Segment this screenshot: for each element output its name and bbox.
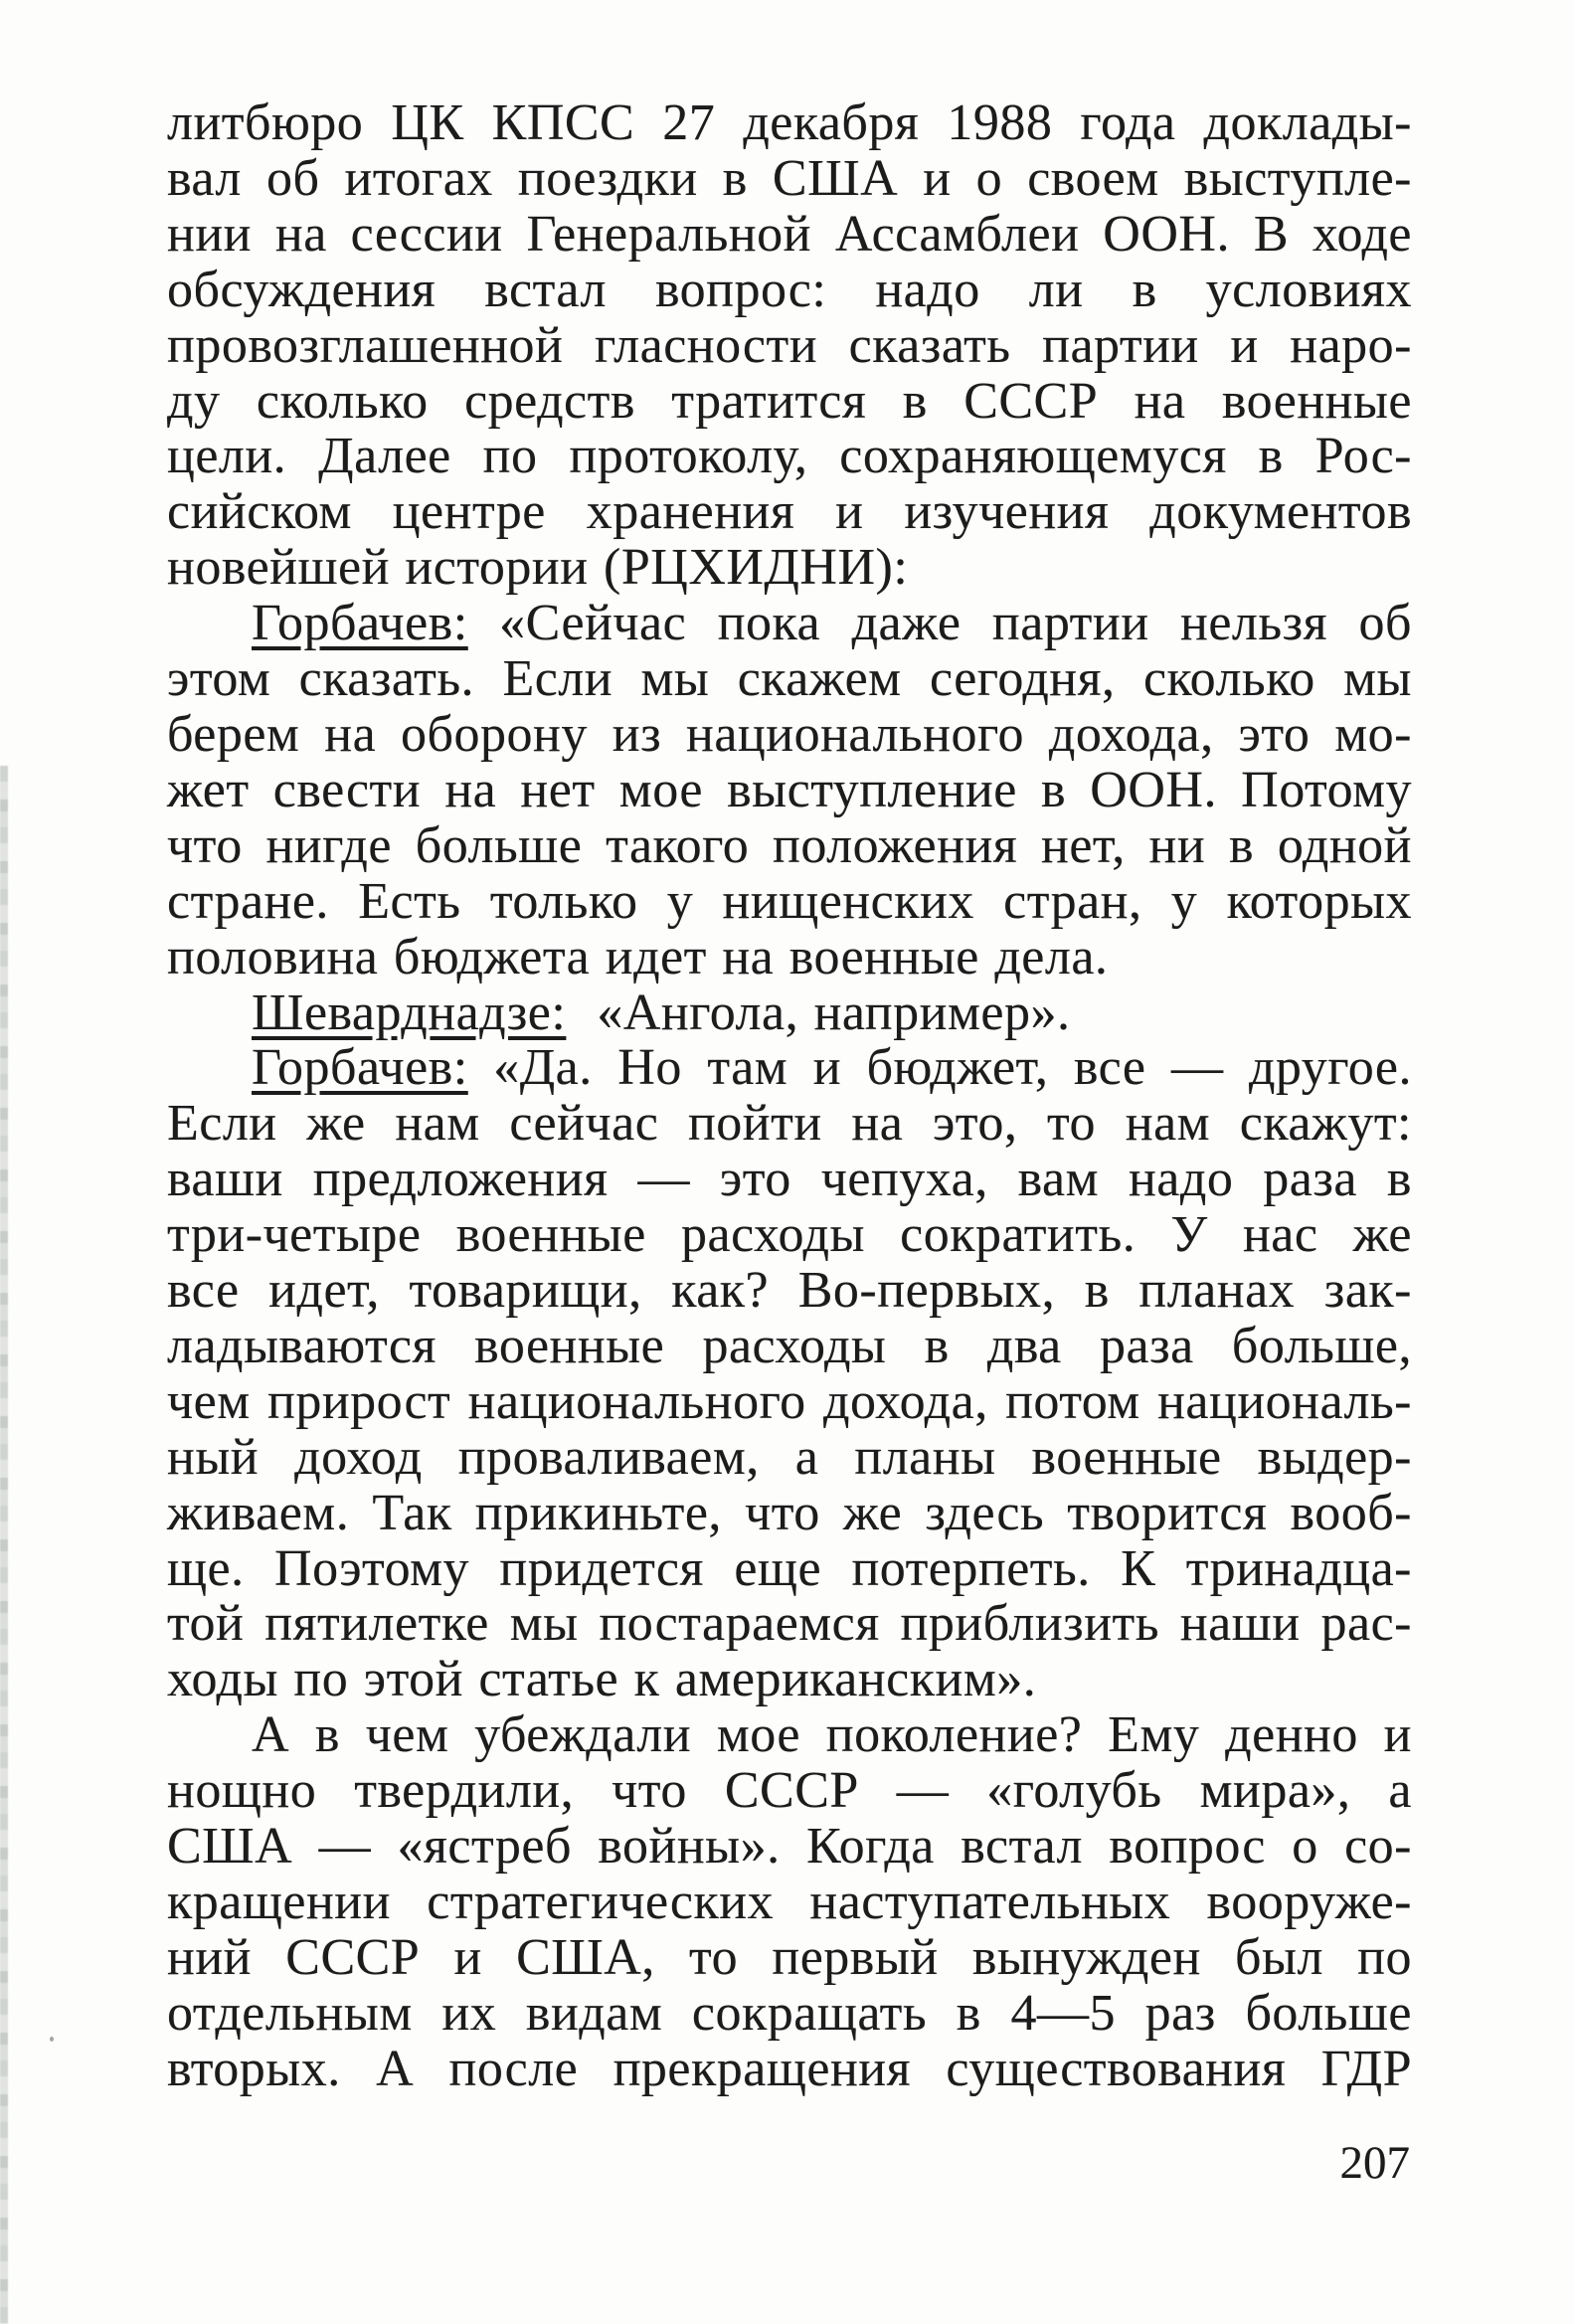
- text-segment: вал об итогах поездки в США и о своем выступле-: [167, 149, 1412, 207]
- text-segment: все идет, товарищи, как? Во-первых, в планах зак-: [167, 1262, 1412, 1320]
- text-line: [167, 1486, 1412, 1541]
- text-line: [167, 1207, 1412, 1263]
- text-line: [167, 1263, 1412, 1319]
- text-segment: три-четыре военные расходы сократить. У нас же: [167, 1206, 1412, 1264]
- text-line: [167, 985, 1412, 1041]
- text-line: [167, 1430, 1412, 1486]
- text-segment: ходы по этой статье к американским».: [167, 1651, 1037, 1708]
- text-line: [167, 207, 1412, 263]
- text-segment: литбюро ЦК КПСС 27 декабря 1988 года доклады-: [167, 94, 1412, 151]
- text-segment: «Да. Но там и бюджет, все — другое.: [467, 1039, 1412, 1097]
- text-segment: «Ангола, например».: [566, 983, 1071, 1041]
- text-line: [167, 429, 1412, 484]
- text-segment: чем прирост национального дохода, потом националь-: [167, 1372, 1412, 1430]
- text-line: [167, 1986, 1412, 2042]
- scan-gutter-shadow: [0, 766, 8, 2324]
- text-segment: нии на сессии Генеральной Ассамблеи ООН. В ходе: [167, 205, 1412, 263]
- speaker-name: Горбачев:: [252, 595, 468, 652]
- text-segment: США — «ястреб войны». Когда встал вопрос о со-: [167, 1818, 1412, 1876]
- text-line: [167, 1096, 1412, 1152]
- text-segment: новейшей истории (РЦХИДНИ):: [167, 539, 909, 597]
- text-segment: Если же нам сейчас пойти на это, то нам скажут:: [167, 1095, 1412, 1153]
- text-segment: «Сейчас пока даже партии нельзя об: [467, 595, 1412, 652]
- text-segment: живаем. Так прикиньте, что же здесь творится вооб-: [167, 1484, 1412, 1541]
- text-segment: жет свести на нет мое выступление в ООН. Потому: [167, 761, 1412, 818]
- text-line: [167, 1374, 1412, 1430]
- text-segment: вторых. А после прекращения существования ГДР: [167, 2040, 1412, 2097]
- text-line: [167, 651, 1412, 707]
- text-segment: провозглашенной гласности сказать партии и наро-: [167, 316, 1412, 374]
- text-line: [167, 2042, 1412, 2097]
- text-line: [167, 818, 1412, 874]
- text-segment: сийском центре хранения и изучения документов: [167, 483, 1412, 541]
- text-segment: половина бюджета идет на военные дела.: [167, 928, 1109, 985]
- text-line: [167, 1819, 1412, 1875]
- text-segment: стране. Есть только у нищенских стран, у которых: [167, 872, 1412, 930]
- text-line: [167, 596, 1412, 651]
- text-segment: ду сколько средств тратится в СССР на военные: [167, 372, 1412, 430]
- text-line: [167, 540, 1412, 596]
- text-segment: ний СССР и США, то первый вынужден был по: [167, 1928, 1412, 1986]
- text-line: [167, 484, 1412, 540]
- text-segment: что нигде больше такого положения нет, ни в одной: [167, 816, 1412, 874]
- text-line: [167, 930, 1412, 985]
- text-line: [167, 1875, 1412, 1930]
- text-line: [167, 1596, 1412, 1652]
- text-segment: ладываются военные расходы в два раза больше,: [167, 1317, 1412, 1374]
- text-line: [167, 763, 1412, 818]
- text-line: [167, 1152, 1412, 1207]
- text-line: [167, 318, 1412, 374]
- text-line: [167, 1652, 1412, 1707]
- text-line: [167, 1707, 1412, 1763]
- text-segment: отдельным их видам сокращать в 4—5 раз больше: [167, 1984, 1412, 2042]
- text-line: [167, 874, 1412, 930]
- page-number: 207: [1339, 2137, 1410, 2189]
- text-segment: кращении стратегических наступательных вооруже-: [167, 1874, 1412, 1930]
- text-segment: этом сказать. Если мы скажем сегодня, сколько мы: [167, 650, 1412, 708]
- text-line: [167, 1040, 1412, 1096]
- speaker-name: Горбачев:: [252, 1039, 468, 1097]
- text-line: [167, 374, 1412, 430]
- text-line: [167, 1763, 1412, 1819]
- text-column: [167, 95, 1412, 2097]
- text-line: [167, 1319, 1412, 1374]
- text-segment: той пятилетке мы постараемся приблизить наши рас-: [167, 1595, 1412, 1653]
- text-segment: ваши предложения — это чепуха, вам надо раза в: [167, 1151, 1412, 1208]
- text-line: [167, 1541, 1412, 1597]
- text-line: [167, 95, 1412, 151]
- text-segment: нощно твердили, что СССР — «голубь мира», а: [167, 1762, 1412, 1820]
- text-segment: берем на оборону из национального дохода, это мо-: [167, 705, 1412, 763]
- text-segment: цели. Далее по протоколу, сохраняющемуся в Рос-: [167, 428, 1412, 485]
- text-segment: ный доход проваливаем, а планы военные выдер-: [167, 1428, 1412, 1486]
- speaker-name: Шеварднадзе:: [252, 983, 567, 1041]
- text-line: [167, 707, 1412, 763]
- text-segment: А в чем убеждали мое поколение? Ему денно и: [252, 1706, 1412, 1764]
- text-segment: ще. Поэтому придется еще потерпеть. К тринадца-: [167, 1539, 1412, 1597]
- text-line: [167, 1930, 1412, 1986]
- text-line: [167, 263, 1412, 318]
- text-line: [167, 151, 1412, 207]
- scan-speck: [50, 2037, 54, 2042]
- text-segment: обсуждения встал вопрос: надо ли в условиях: [167, 261, 1412, 318]
